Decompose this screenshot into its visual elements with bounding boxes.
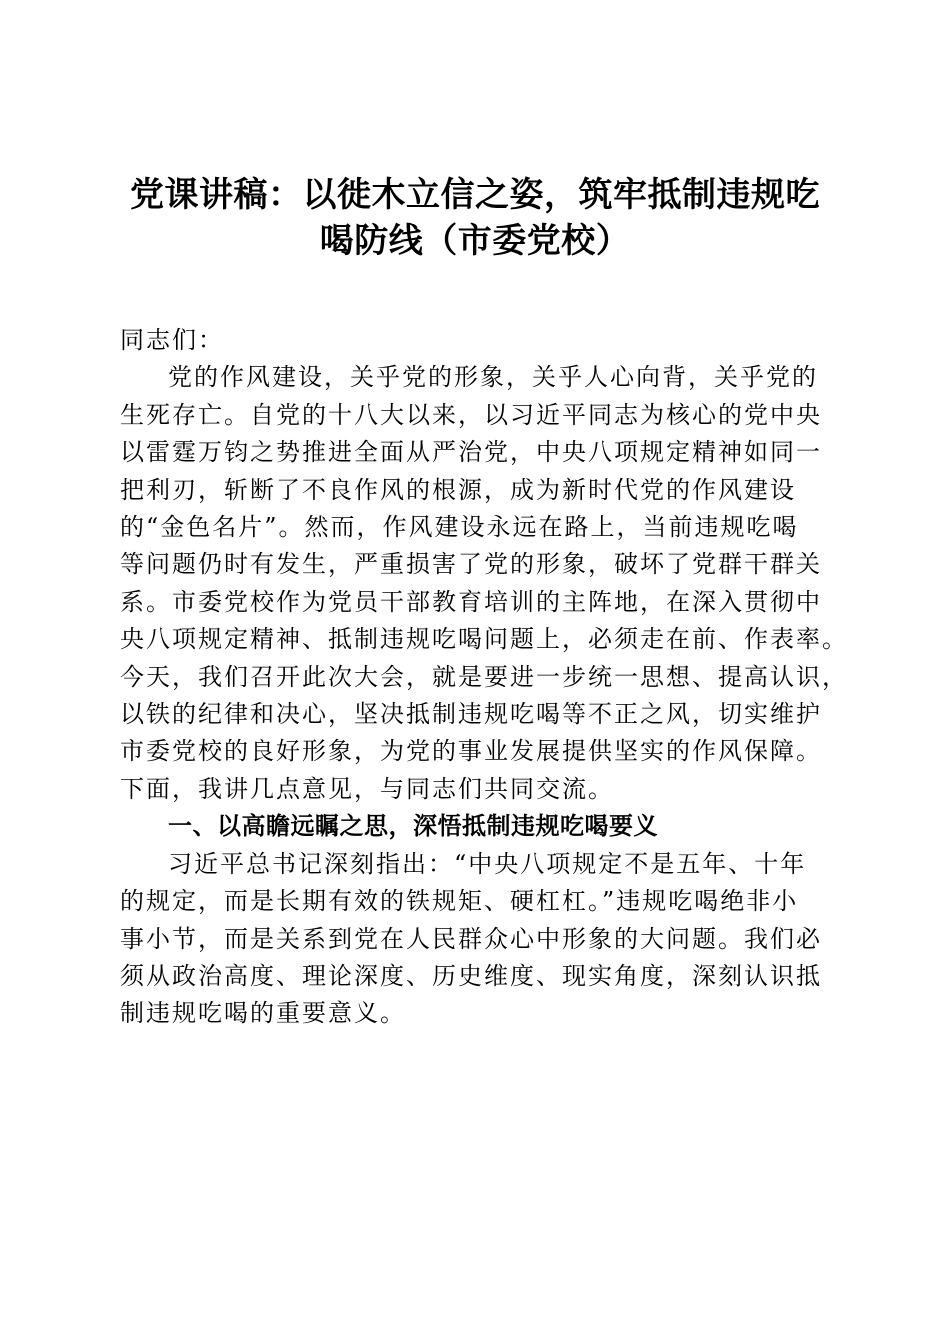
- text-line: 制违规吃喝的重要意义。: [120, 999, 406, 1028]
- text-line: 系。市委党校作为党员干部教育培训的主阵地，在深入贯彻中: [120, 587, 822, 616]
- section-heading-1: 一、以高瞻远瞩之思，深悟抵制违规吃喝要义: [168, 812, 658, 841]
- intro-paragraph: [120, 359, 848, 808]
- text-line: 习近平总书记深刻指出：“中央八项规定不是五年、十年: [168, 849, 807, 878]
- text-line: 党的作风建设，关乎党的形象，关乎人心向背，关乎党的: [168, 363, 818, 392]
- text-line: 把利刃，斩断了不良作风的根源，成为新时代党的作风建设: [120, 475, 796, 504]
- text-line: 须从政治高度、理论深度、历史维度、现实角度，深刻认识抵: [120, 961, 822, 990]
- title-line: 喝防线（市委党校）: [319, 221, 631, 261]
- document-title: [100, 172, 850, 264]
- text-line: 今天，我们召开此次大会，就是要进一步统一思想、提高认识，: [120, 662, 848, 691]
- text-line: 等问题仍时有发生，严重损害了党的形象，破坏了党群干群关: [120, 550, 822, 579]
- text-line: 事小节，而是关系到党在人民群众心中形象的大问题。我们必: [120, 924, 822, 953]
- text-line: 央八项规定精神、抵制违规吃喝问题上，必须走在前、作表率。: [120, 625, 848, 654]
- text-line: 生死存亡。自党的十八大以来，以习近平同志为核心的党中央: [120, 400, 822, 429]
- text-line: 的“金色名片”。然而，作风建设永远在路上，当前违规吃喝: [120, 513, 799, 542]
- text-line: 下面，我讲几点意见，与同志们共同交流。: [120, 774, 614, 803]
- document-body: [120, 322, 848, 1033]
- salutation: 同志们：: [120, 326, 224, 354]
- text-line: 的规定，而是长期有效的铁规矩、硬杠杠。”违规吃喝绝非小: [120, 887, 799, 916]
- section1-paragraph: [120, 846, 836, 1033]
- title-line: 党课讲稿：以徙木立信之姿，筑牢抵制违规吃: [130, 175, 820, 215]
- text-line: 以铁的纪律和决心，坚决抵制违规吃喝等不正之风，切实维护: [120, 700, 822, 729]
- text-line: 市委党校的良好形象，为党的事业发展提供坚实的作风保障。: [120, 737, 822, 766]
- text-line: 以雷霆万钧之势推进全面从严治党，中央八项规定精神如同一: [120, 438, 822, 467]
